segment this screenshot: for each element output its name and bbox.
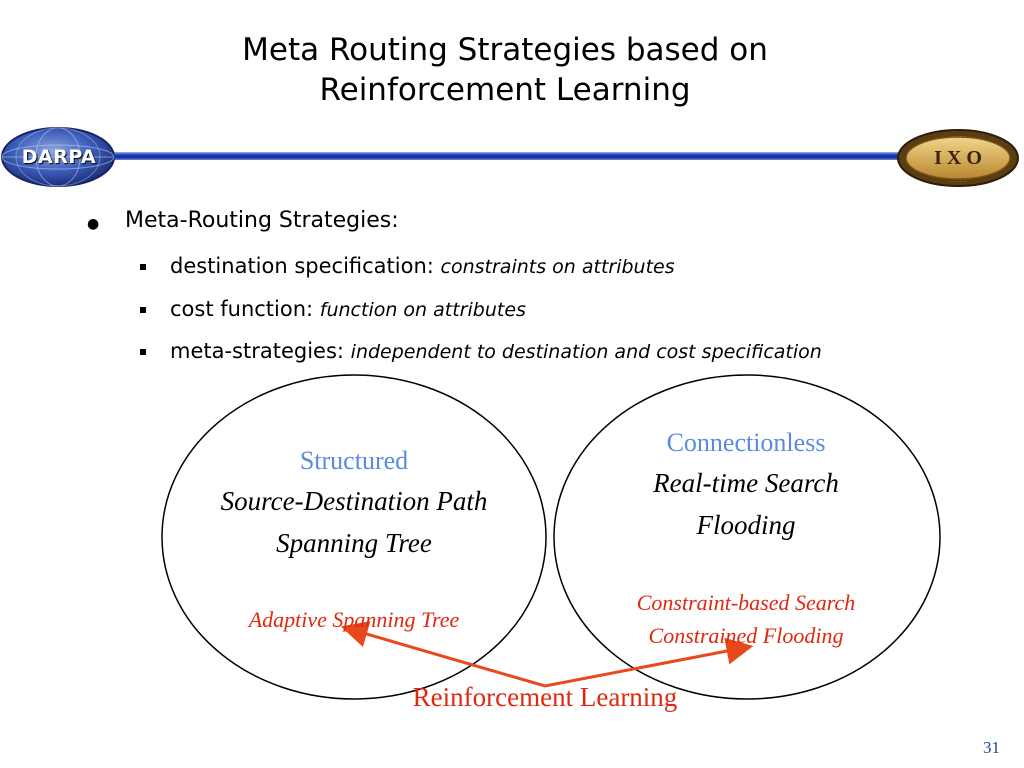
bullet-main-text: Meta-Routing Strategies: [125, 208, 399, 233]
right-circle-line-1: Real-time Search [653, 468, 839, 498]
page-number: 31 [983, 738, 1000, 757]
right-circle-heading: Connectionless [666, 428, 826, 457]
title-line-2: Reinforcement Learning [319, 72, 691, 108]
left-circle-line-2: Spanning Tree [276, 528, 432, 558]
sub-bullet-detail: independent to destination and cost specification [350, 341, 822, 363]
svg-text:· · · · · · ·: · · · · · · · [949, 179, 967, 184]
svg-text:· · · · · · ·: · · · · · · · [949, 134, 967, 139]
sub-bullet-detail: constraints on attributes [440, 256, 675, 278]
left-circle-adaptive: Adaptive Spanning Tree [248, 607, 460, 632]
right-circle-adaptive-1: Constraint-based Search [636, 590, 856, 615]
left-circle-heading: Structured [299, 446, 409, 475]
right-circle-line-2: Flooding [696, 510, 796, 540]
sub-bullet-detail: function on attributes [319, 299, 526, 321]
left-circle-line-1: Source-Destination Path [220, 486, 488, 516]
darpa-logo-text: DARPA [21, 146, 97, 168]
title-line-1: Meta Routing Strategies based on [242, 32, 768, 68]
bullet-dot-icon: ● [87, 216, 100, 232]
svg-text:I X O: I X O [934, 147, 982, 169]
reinforcement-learning-label: Reinforcement Learning [412, 682, 678, 712]
sub-bullet-label: cost function: [170, 297, 320, 321]
right-circle-adaptive-2: Constrained Flooding [648, 623, 844, 648]
sub-bullet-label: meta-strategies: [170, 339, 351, 363]
sub-bullet-label: destination specification: [170, 254, 441, 278]
